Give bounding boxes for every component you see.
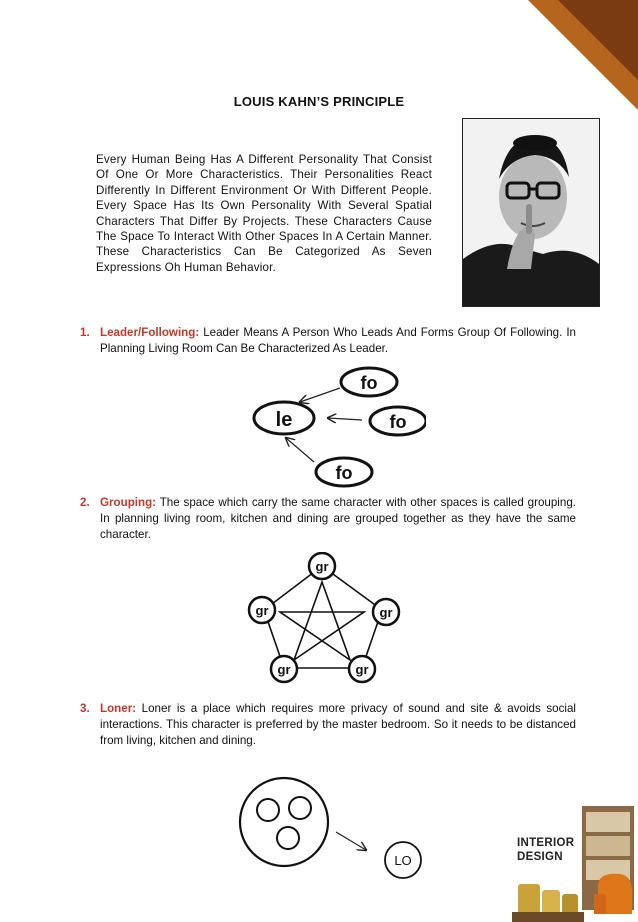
item-label: Loner: [100, 702, 137, 715]
arrow [328, 418, 362, 420]
item-number: 1. [80, 326, 90, 339]
item-text: The space which carry the same character with other spaces is called grouping. In planning living room, kitchen and dining are grouped together as they have the same character. [100, 496, 576, 541]
group-node-label: gr [277, 662, 291, 677]
group-node-label: gr [255, 603, 269, 618]
intro-paragraph: Every Human Being Has A Different Personality That Consist Of One Or More Characteristics. Their Personalities React Differently In Different Environment Or With Different People. Every Space Has Its Own Personality With Several Spatial Characters That Differ By Projects. These Characters Cause The Space To Interact With Other Spaces In A Certain Manner. These Characteristics Can Be Categorized As Seven Expressions Oh Human Behavior. [96, 153, 432, 274]
logo-line-2: DESIGN [517, 851, 563, 863]
arrow [336, 832, 366, 850]
inner-space [289, 797, 311, 819]
portrait-photo [462, 118, 600, 307]
loner-diagram [238, 774, 428, 886]
logo-text [517, 836, 574, 864]
loner-node-label: LO [394, 853, 412, 868]
group-node-label: gr [315, 559, 329, 574]
arrow [286, 438, 314, 462]
follower-node-label: fo [335, 463, 353, 483]
item-text: Loner is a place which requires more privacy of sound and site & avoids social interactions. This character is preferred by the master bedroom. So it needs to be distanced from living, kitchen and dining. [100, 702, 576, 747]
leader-following-diagram [236, 364, 426, 492]
star-lines [280, 582, 364, 660]
item-loner [80, 701, 576, 749]
item-grouping [80, 495, 576, 543]
item-label: Leader/Following: [100, 326, 200, 339]
logo-line-1: INTERIOR [517, 837, 575, 849]
item-number: 3. [80, 702, 90, 715]
follower-node-label: fo [389, 412, 407, 432]
follower-node-label: fo [360, 373, 378, 393]
item-leader-following [80, 325, 576, 357]
pentagon-outline [264, 566, 382, 668]
page-title: LOUIS KAHN’S PRINCIPLE [233, 94, 405, 109]
item-text: Leader Means A Person Who Leads And Forms Group Of Following. In Planning Living Room Can Be Characterized As Leader. [100, 326, 576, 355]
grouping-diagram [238, 552, 410, 684]
group-circle [240, 778, 328, 866]
arrow [300, 388, 340, 402]
group-node-label: gr [355, 662, 369, 677]
group-node-label: gr [379, 605, 393, 620]
inner-space [277, 827, 299, 849]
leader-node-label: le [275, 409, 293, 431]
item-number: 2. [80, 496, 90, 509]
item-label: Grouping: [100, 496, 157, 509]
inner-space [257, 799, 279, 821]
